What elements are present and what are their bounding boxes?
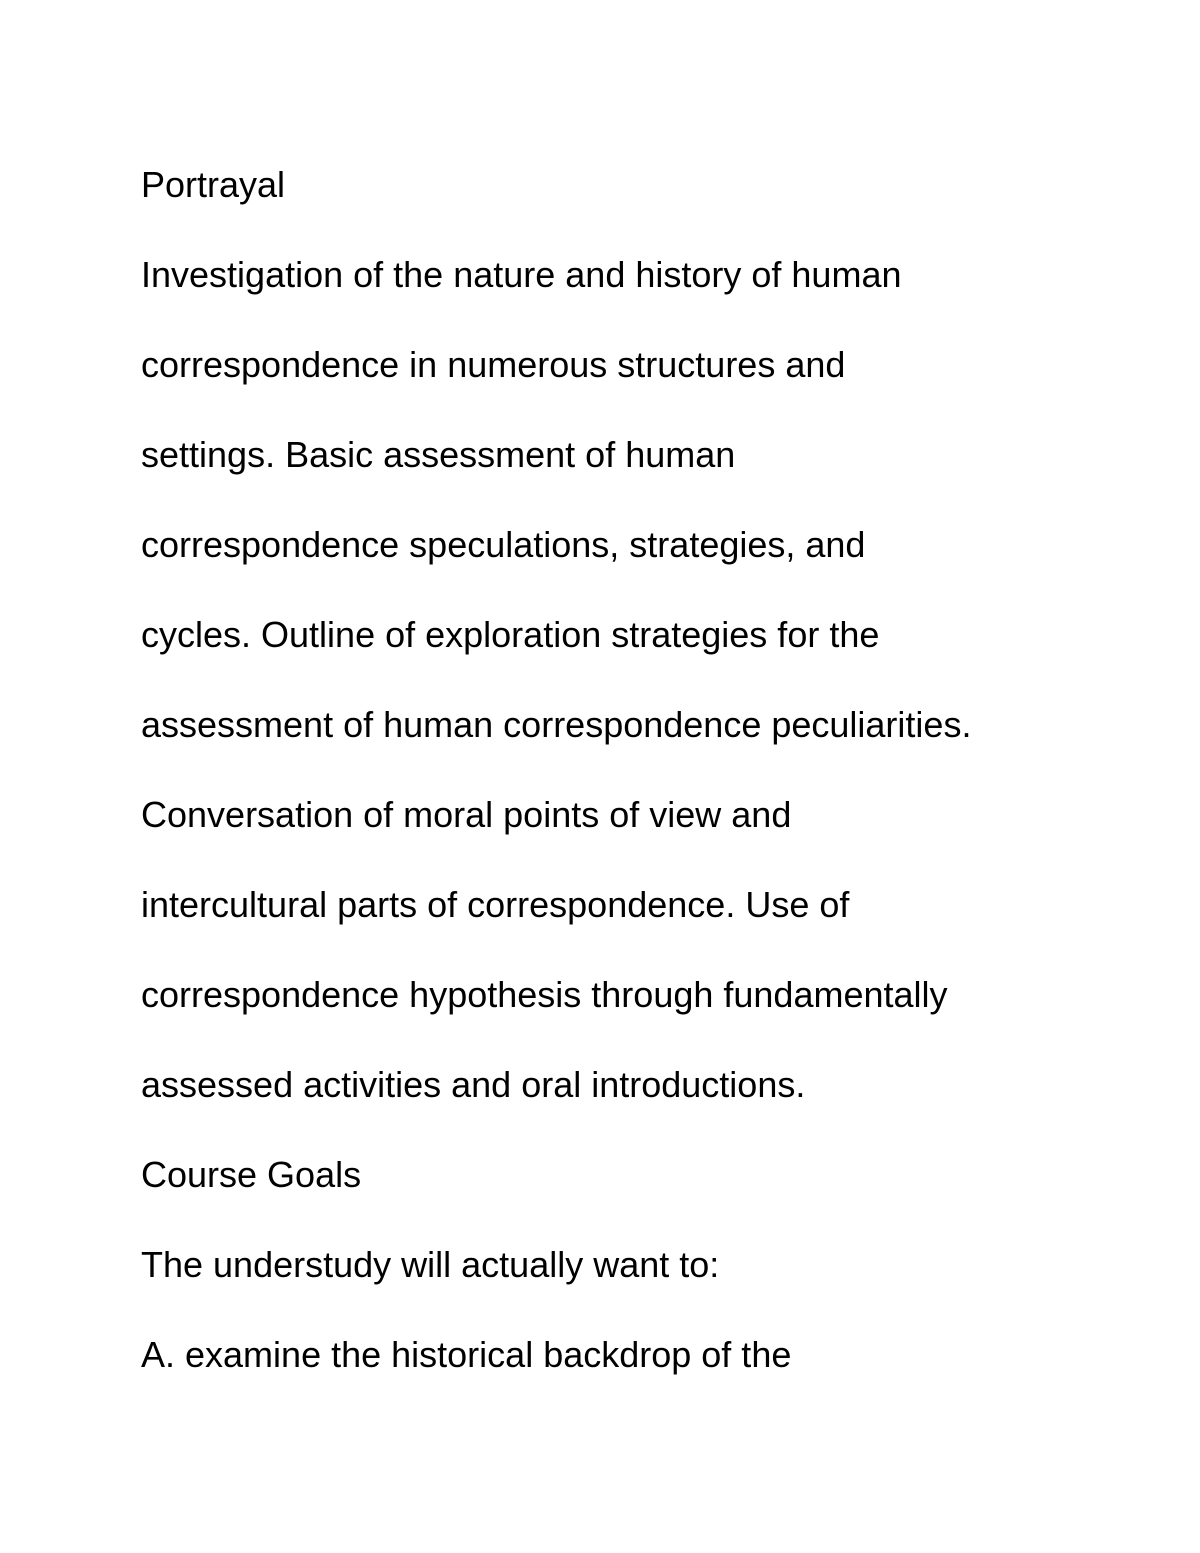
- document-body: [141, 140, 1101, 1400]
- description-line: cycles. Outline of exploration strategies for the: [141, 614, 880, 655]
- description-line: correspondence hypothesis through fundamentally: [141, 974, 948, 1015]
- goals-intro: The understudy will actually want to:: [141, 1244, 720, 1285]
- description-line: intercultural parts of correspondence. Use of: [141, 884, 850, 925]
- description-line: assessed activities and oral introductions.: [141, 1064, 806, 1105]
- description-line: Investigation of the nature and history of human: [141, 254, 902, 295]
- goal-item-a: A. examine the historical backdrop of the: [141, 1334, 792, 1375]
- description-line: correspondence speculations, strategies, and: [141, 524, 866, 565]
- section-heading-portrayal: Portrayal: [141, 164, 286, 205]
- description-line: correspondence in numerous structures and: [141, 344, 846, 385]
- description-line: settings. Basic assessment of human: [141, 434, 736, 475]
- description-line: Conversation of moral points of view and: [141, 794, 792, 835]
- section-heading-course-goals: Course Goals: [141, 1154, 362, 1195]
- description-line: assessment of human correspondence peculiarities.: [141, 704, 972, 745]
